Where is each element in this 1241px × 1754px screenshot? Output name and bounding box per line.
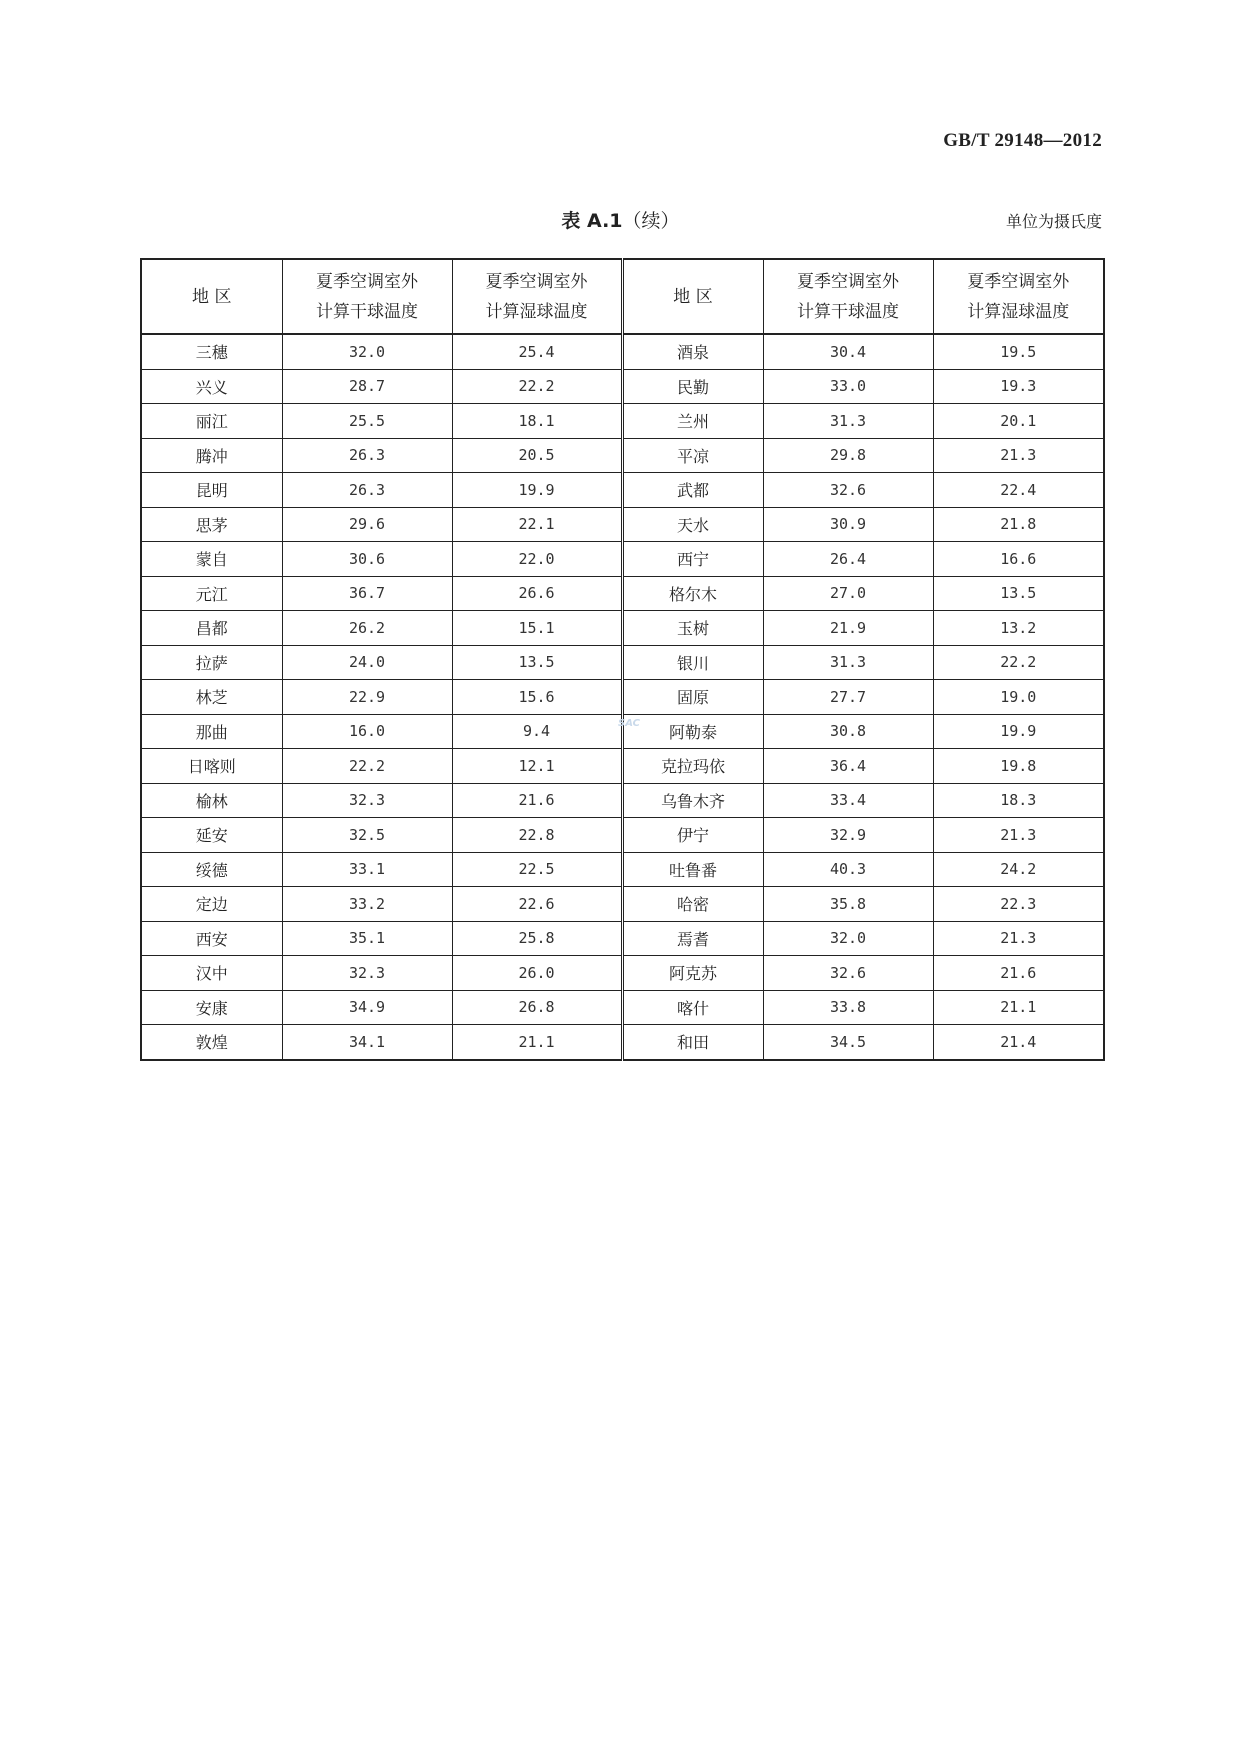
cell-wet-bulb-left: 21.1 (452, 1025, 622, 1060)
cell-wet-bulb-right: 21.3 (933, 438, 1104, 473)
cell-dry-bulb-left: 16.0 (282, 714, 452, 749)
table-row (141, 921, 1104, 956)
col-header-wet-bulb-right: 夏季空调室外 计算湿球温度 (933, 259, 1104, 334)
cell-wet-bulb-right: 19.5 (933, 334, 1104, 369)
table-row (141, 473, 1104, 508)
table-row (141, 818, 1104, 853)
cell-dry-bulb-right: 32.0 (763, 921, 933, 956)
cell-wet-bulb-left: 12.1 (452, 749, 622, 784)
cell-wet-bulb-right: 20.1 (933, 404, 1104, 439)
cell-dry-bulb-right: 32.6 (763, 473, 933, 508)
cell-wet-bulb-right: 21.4 (933, 1025, 1104, 1060)
cell-region-left: 敦煌 (141, 1025, 282, 1060)
cell-wet-bulb-right: 22.3 (933, 887, 1104, 922)
table-row (141, 956, 1104, 991)
cell-region-left: 西安 (141, 921, 282, 956)
cell-dry-bulb-left: 26.3 (282, 438, 452, 473)
table-caption-label: 表 A.1 (561, 210, 623, 232)
cell-dry-bulb-right: 30.4 (763, 334, 933, 369)
cell-region-left: 汉中 (141, 956, 282, 991)
col-header-dry-bulb-right: 夏季空调室外 计算干球温度 (763, 259, 933, 334)
cell-dry-bulb-right: 35.8 (763, 887, 933, 922)
cell-wet-bulb-left: 26.6 (452, 576, 622, 611)
cell-wet-bulb-right: 21.6 (933, 956, 1104, 991)
cell-wet-bulb-left: 18.1 (452, 404, 622, 439)
cell-wet-bulb-left: 22.6 (452, 887, 622, 922)
cell-region-right: 乌鲁木齐 (622, 783, 763, 818)
cell-region-right: 阿克苏 (622, 956, 763, 991)
cell-wet-bulb-right: 21.1 (933, 990, 1104, 1025)
cell-wet-bulb-right: 18.3 (933, 783, 1104, 818)
cell-wet-bulb-left: 22.8 (452, 818, 622, 853)
cell-wet-bulb-left: 20.5 (452, 438, 622, 473)
cell-region-left: 思茅 (141, 507, 282, 542)
cell-dry-bulb-left: 32.3 (282, 956, 452, 991)
cell-dry-bulb-right: 30.8 (763, 714, 933, 749)
table-row (141, 576, 1104, 611)
cell-region-right: 伊宁 (622, 818, 763, 853)
col-header-wet-bulb-left: 夏季空调室外 计算湿球温度 (452, 259, 622, 334)
cell-region-right: 固原 (622, 680, 763, 715)
cell-wet-bulb-left: 15.6 (452, 680, 622, 715)
cell-dry-bulb-left: 36.7 (282, 576, 452, 611)
cell-region-left: 榆林 (141, 783, 282, 818)
cell-wet-bulb-left: 21.6 (452, 783, 622, 818)
cell-region-right: 酒泉 (622, 334, 763, 369)
cell-dry-bulb-right: 27.0 (763, 576, 933, 611)
table-row (141, 887, 1104, 922)
cell-wet-bulb-right: 19.3 (933, 369, 1104, 404)
table-row (141, 334, 1104, 369)
cell-region-left: 兴义 (141, 369, 282, 404)
cell-region-right: 西宁 (622, 542, 763, 577)
cell-dry-bulb-left: 30.6 (282, 542, 452, 577)
cell-region-right: 银川 (622, 645, 763, 680)
table-row (141, 645, 1104, 680)
col-header-region-right: 地 区 (622, 259, 763, 334)
cell-dry-bulb-left: 34.1 (282, 1025, 452, 1060)
cell-dry-bulb-left: 32.5 (282, 818, 452, 853)
cell-region-right: 玉树 (622, 611, 763, 646)
temperature-table (140, 258, 1105, 1061)
cell-dry-bulb-right: 32.6 (763, 956, 933, 991)
cell-region-left: 定边 (141, 887, 282, 922)
table-row (141, 404, 1104, 439)
cell-region-left: 安康 (141, 990, 282, 1025)
cell-wet-bulb-left: 22.2 (452, 369, 622, 404)
cell-wet-bulb-right: 24.2 (933, 852, 1104, 887)
cell-wet-bulb-left: 19.9 (452, 473, 622, 508)
cell-wet-bulb-right: 19.0 (933, 680, 1104, 715)
cell-dry-bulb-left: 35.1 (282, 921, 452, 956)
cell-region-left: 拉萨 (141, 645, 282, 680)
table-row (141, 369, 1104, 404)
cell-dry-bulb-right: 21.9 (763, 611, 933, 646)
cell-dry-bulb-right: 33.0 (763, 369, 933, 404)
sac-watermark: SAC (618, 718, 640, 729)
table-row (141, 438, 1104, 473)
cell-wet-bulb-left: 15.1 (452, 611, 622, 646)
cell-dry-bulb-left: 32.0 (282, 334, 452, 369)
table-row (141, 542, 1104, 577)
cell-dry-bulb-right: 27.7 (763, 680, 933, 715)
table-unit: 单位为摄氏度 (1005, 212, 1102, 231)
cell-region-left: 林芝 (141, 680, 282, 715)
cell-dry-bulb-left: 24.0 (282, 645, 452, 680)
table-row (141, 507, 1104, 542)
cell-region-right: 焉耆 (622, 921, 763, 956)
cell-wet-bulb-left: 26.0 (452, 956, 622, 991)
cell-wet-bulb-left: 9.4 (452, 714, 622, 749)
cell-dry-bulb-left: 34.9 (282, 990, 452, 1025)
cell-dry-bulb-right: 30.9 (763, 507, 933, 542)
cell-region-left: 那曲 (141, 714, 282, 749)
cell-wet-bulb-right: 19.8 (933, 749, 1104, 784)
cell-wet-bulb-left: 25.4 (452, 334, 622, 369)
cell-dry-bulb-left: 26.3 (282, 473, 452, 508)
cell-region-left: 昌都 (141, 611, 282, 646)
cell-dry-bulb-right: 26.4 (763, 542, 933, 577)
cell-wet-bulb-right: 22.2 (933, 645, 1104, 680)
cell-region-right: 格尔木 (622, 576, 763, 611)
cell-region-right: 克拉玛依 (622, 749, 763, 784)
cell-region-left: 三穗 (141, 334, 282, 369)
cell-region-left: 腾冲 (141, 438, 282, 473)
cell-wet-bulb-right: 21.8 (933, 507, 1104, 542)
cell-dry-bulb-left: 25.5 (282, 404, 452, 439)
cell-dry-bulb-right: 40.3 (763, 852, 933, 887)
table-header-row (141, 259, 1104, 334)
cell-dry-bulb-right: 29.8 (763, 438, 933, 473)
cell-wet-bulb-left: 13.5 (452, 645, 622, 680)
table-caption-suffix: （续） (622, 210, 680, 232)
cell-dry-bulb-right: 36.4 (763, 749, 933, 784)
cell-wet-bulb-right: 22.4 (933, 473, 1104, 508)
table-row (141, 749, 1104, 784)
cell-region-right: 兰州 (622, 404, 763, 439)
cell-region-left: 蒙自 (141, 542, 282, 577)
cell-region-left: 元江 (141, 576, 282, 611)
cell-wet-bulb-right: 13.5 (933, 576, 1104, 611)
table-row (141, 1025, 1104, 1060)
table-row (141, 611, 1104, 646)
standard-number: GB/T 29148—2012 (943, 130, 1102, 151)
cell-region-left: 丽江 (141, 404, 282, 439)
cell-wet-bulb-left: 22.0 (452, 542, 622, 577)
cell-dry-bulb-left: 26.2 (282, 611, 452, 646)
cell-region-right: 阿勒泰 (622, 714, 763, 749)
table-row (141, 783, 1104, 818)
cell-dry-bulb-left: 28.7 (282, 369, 452, 404)
cell-region-left: 昆明 (141, 473, 282, 508)
cell-region-right: 天水 (622, 507, 763, 542)
table-row (141, 852, 1104, 887)
cell-wet-bulb-left: 25.8 (452, 921, 622, 956)
cell-region-left: 延安 (141, 818, 282, 853)
cell-dry-bulb-left: 22.2 (282, 749, 452, 784)
cell-dry-bulb-right: 31.3 (763, 645, 933, 680)
cell-dry-bulb-right: 33.4 (763, 783, 933, 818)
cell-wet-bulb-right: 21.3 (933, 818, 1104, 853)
cell-region-right: 喀什 (622, 990, 763, 1025)
cell-region-left: 绥德 (141, 852, 282, 887)
cell-region-right: 武都 (622, 473, 763, 508)
cell-region-right: 民勤 (622, 369, 763, 404)
cell-wet-bulb-right: 19.9 (933, 714, 1104, 749)
col-header-region-left: 地 区 (141, 259, 282, 334)
cell-dry-bulb-right: 34.5 (763, 1025, 933, 1060)
cell-wet-bulb-left: 26.8 (452, 990, 622, 1025)
cell-dry-bulb-left: 33.2 (282, 887, 452, 922)
cell-region-right: 平凉 (622, 438, 763, 473)
cell-region-right: 哈密 (622, 887, 763, 922)
col-header-dry-bulb-left: 夏季空调室外 计算干球温度 (282, 259, 452, 334)
cell-wet-bulb-right: 16.6 (933, 542, 1104, 577)
table-row (141, 990, 1104, 1025)
cell-dry-bulb-left: 22.9 (282, 680, 452, 715)
cell-wet-bulb-left: 22.5 (452, 852, 622, 887)
cell-dry-bulb-left: 32.3 (282, 783, 452, 818)
cell-dry-bulb-right: 33.8 (763, 990, 933, 1025)
cell-dry-bulb-right: 31.3 (763, 404, 933, 439)
cell-wet-bulb-left: 22.1 (452, 507, 622, 542)
cell-wet-bulb-right: 21.3 (933, 921, 1104, 956)
cell-region-left: 日喀则 (141, 749, 282, 784)
cell-dry-bulb-right: 32.9 (763, 818, 933, 853)
cell-wet-bulb-right: 13.2 (933, 611, 1104, 646)
cell-dry-bulb-left: 33.1 (282, 852, 452, 887)
cell-dry-bulb-left: 29.6 (282, 507, 452, 542)
cell-region-right: 和田 (622, 1025, 763, 1060)
table-row (141, 680, 1104, 715)
cell-region-right: 吐鲁番 (622, 852, 763, 887)
